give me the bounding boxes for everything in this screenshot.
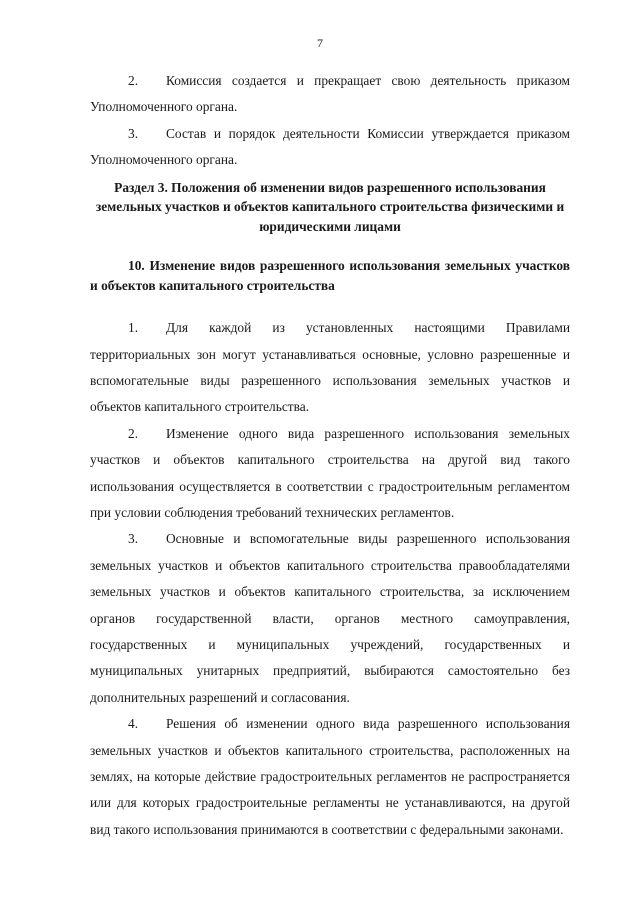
paragraph-text: Комиссия создается и прекращает свою деятельность приказом Уполномоченного органа. (90, 73, 570, 115)
paragraph-number: 1. (128, 320, 139, 336)
article-paragraph-1 (90, 315, 570, 421)
paragraph-number: 3. (128, 125, 139, 141)
article-paragraph-4 (90, 711, 570, 843)
paragraph-3 (90, 121, 570, 174)
paragraph-number: 4. (128, 716, 139, 732)
section-heading: Раздел 3. Положения об изменении видов разрешенного использования земельных участков и объектов капитального строительства физическими и юридическими лицами (95, 179, 565, 234)
paragraph-text: Состав и порядок деятельности Комиссии утверждается приказом Уполномоченного органа. (90, 125, 570, 168)
paragraph-text: Решения об изменении одного вида разрешенного использования земельных участков и объектов капитального строительства, расположенных на землях, на которые действие градостроительных регламентов не распространяется или для которых градостроительные регламенты не устанавливаются, на другой вид такого использования принимаются в соответствии с федеральными законами. (90, 716, 570, 837)
document-body (90, 68, 570, 843)
paragraph-2 (90, 68, 570, 121)
article-heading: 10. Изменение видов разрешенного использования земельных участков и объектов капитального строительства (90, 258, 570, 293)
paragraph-text: Основные и вспомогательные виды разрешенного использования земельных участков и объектов капитального строительства правообладателями земельных участков и объектов капитального строительства, за исключением органов государственной власти, органов местного самоуправления, государственных и муниципальных учреждений, государственных и муниципальных унитарных предприятий, выбираются самостоятельно без дополнительных разрешений и согласования. (90, 531, 570, 705)
article-paragraph-3 (90, 526, 570, 711)
paragraph-text: Для каждой из установленных настоящими Правилами территориальных зон могут устанавливаться основные, условно разрешенные и вспомогательные виды разрешенного использования земельных участков и объектов капитального строительства. (90, 320, 570, 415)
paragraph-number: 2. (128, 425, 139, 441)
paragraph-number: 3. (128, 531, 139, 547)
paragraph-text: Изменение одного вида разрешенного использования земельных участков и объектов капитального строительства на другой вид такого использования осуществляется в соответствии с градостроительным регламентом при условии соблюдения требований технических регламентов. (90, 425, 570, 520)
article-paragraph-2 (90, 421, 570, 527)
page-number: 7 (317, 36, 323, 50)
paragraph-number: 2. (128, 73, 139, 88)
